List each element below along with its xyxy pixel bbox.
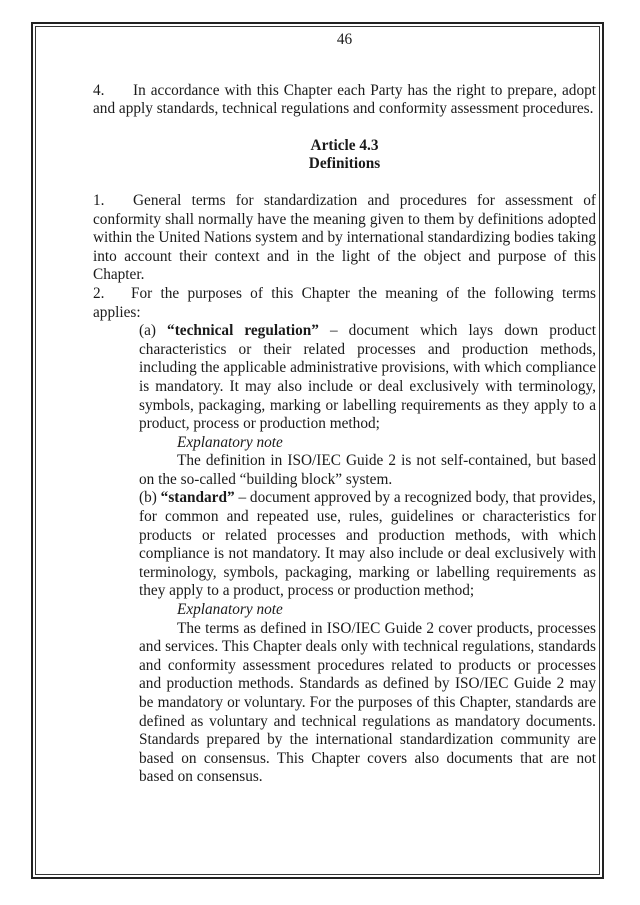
definition-b [139, 489, 596, 787]
document-body [93, 31, 596, 787]
paragraph-4 [93, 82, 596, 119]
explanatory-note-text: The terms as defined in ISO/IEC Guide 2 cover products, processes and services. This Chapter deals only with technical regulations, standards and conformity assessment procedures related to products or processes and production methods. Standards as defined by ISO/IEC Guide 2 may be mandatory or voluntary. For the purposes of this Chapter, standards are defined as voluntary and technical regulations as mandatory documents. Standards prepared by the international standardization community are based on consensus. This Chapter covers also documents that are not based on consensus. [139, 619, 596, 786]
definition-term: “standard” [160, 489, 235, 507]
definition-text [139, 322, 596, 434]
page-number: 46 [336, 31, 353, 48]
article-title: Article 4.3 [310, 136, 379, 154]
paragraph-text: In accordance with this Chapter each Party has the right to prepare, adopt and apply standards, technical regulations and conformity assessment procedures. [93, 81, 596, 118]
paragraph-2 [93, 285, 596, 322]
explanatory-note-label: Explanatory note [177, 433, 283, 451]
definition-body: – document approved by a recognized body, that provides, for common and repeated use, rules, guidelines or characteristics for products or related processes and production methods, with which compliance is not mandatory. It may also include or deal exclusively with terminology, symbols, packaging, marking or labelling requirements as they apply to a product, process or production method; [139, 489, 596, 600]
article-heading [93, 137, 596, 174]
paragraph-number: 4. [93, 81, 105, 99]
definition-term: “technical regulation” [167, 322, 319, 340]
definition-label: (a) [139, 322, 156, 340]
article-subtitle: Definitions [308, 155, 381, 173]
paragraph-text: For the purposes of this Chapter the meaning of the following terms applies: [93, 284, 596, 321]
definition-label: (b) [139, 489, 157, 507]
definition-text [139, 489, 596, 601]
explanatory-note-text: The definition in ISO/IEC Guide 2 is not self-contained, but based on the so-called “building block” system. [139, 452, 596, 488]
definition-a [139, 322, 596, 489]
paragraph-number: 1. [93, 191, 105, 209]
paragraph-1 [93, 192, 596, 285]
paragraph-number: 2. [93, 284, 105, 302]
explanatory-note-label: Explanatory note [177, 601, 283, 619]
paragraph-text: General terms for standardization and procedures for assessment of conformity shall normally have the meaning given to them by definitions adopted within the United Nations system and by international standardizing bodies taking into account their context and in the light of the object and purpose of this Chapter. [93, 191, 597, 284]
definition-body: – document which lays down product characteristics or their related processes and production methods, including the applicable administrative provisions, with which compliance is mandatory. It may also include or deal exclusively with terminology, symbols, packaging, marking or labelling requirements as they apply to a product, process or production method; [139, 322, 596, 433]
